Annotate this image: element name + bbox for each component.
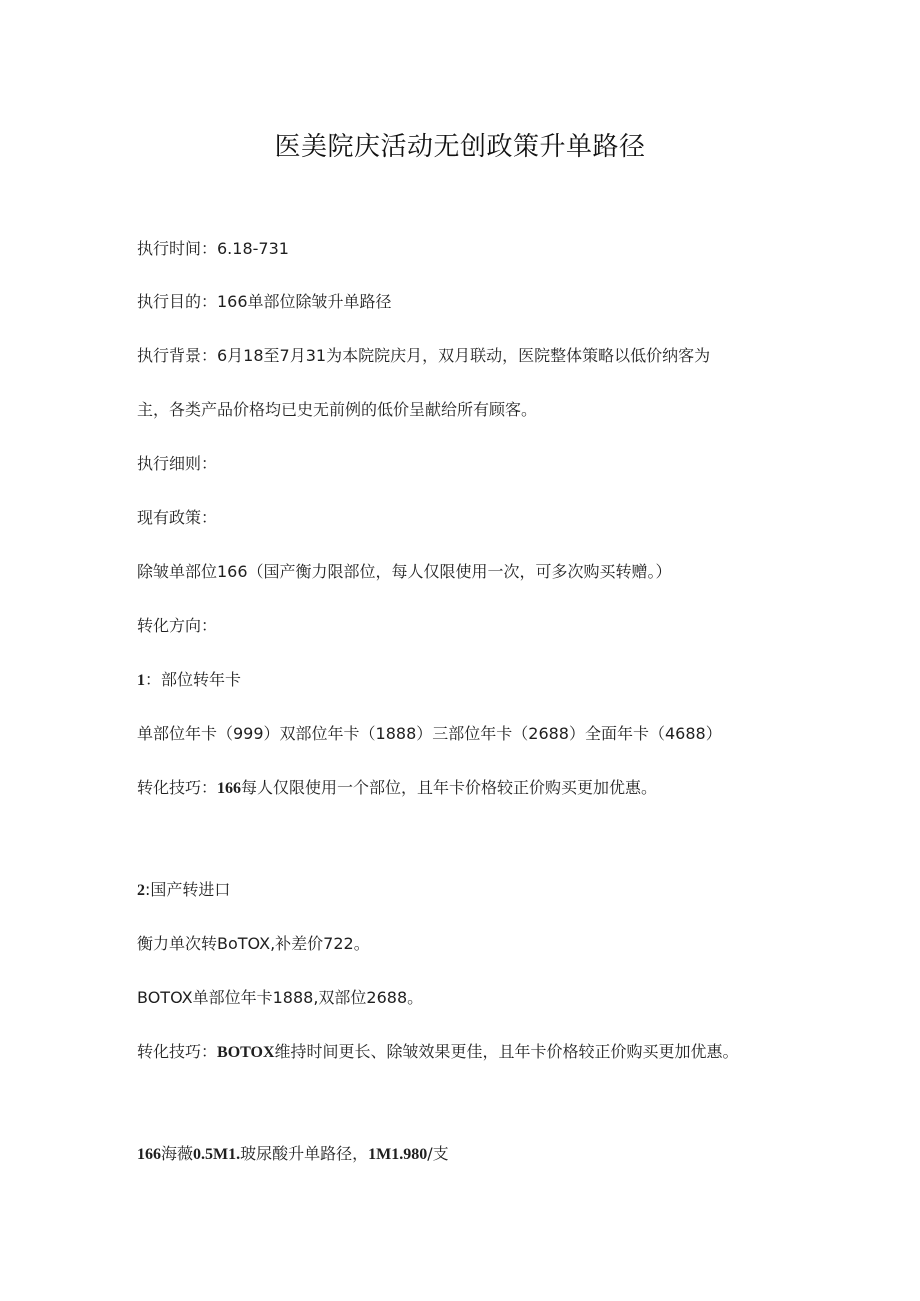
execution-time: 执行时间：6.18-731: [137, 239, 289, 258]
hengli-to-botox: 衡力单次转BoTOX,补差价722。: [137, 934, 370, 953]
annual-card-prices: 单部位年卡（999）双部位年卡（1888）三部位年卡（2688）全面年卡（4688）: [137, 724, 722, 743]
item-number: 1: [137, 672, 145, 689]
current-policy-text: 除皱单部位166（国产衡力限部位，每人仅限使用一次，可多次购买转赠。）: [137, 562, 672, 581]
price-per-unit: 1M1.980: [368, 1146, 428, 1163]
product-name: 海薇: [161, 1144, 194, 1163]
tip-number: 166: [217, 780, 242, 797]
tip-label: 转化技巧：: [137, 1042, 218, 1061]
tip-label: 转化技巧：: [137, 778, 218, 797]
execution-details-heading: 执行细则：: [137, 454, 218, 473]
volume: 0.5M1.: [193, 1146, 241, 1163]
conversion-item-2-heading: [137, 879, 230, 902]
tip-text: 每人仅限使用一个部位，且年卡价格较正价购买更加优惠。: [241, 778, 658, 797]
item-number: 2: [137, 882, 145, 899]
hyaluronic-upgrade-path: [137, 1143, 449, 1166]
execution-background-line-1: 执行背景：6月18至7月31为本院院庆月，双月联动，医院整体策略以低价纳客为: [137, 346, 711, 365]
tip-brand: BOTOX: [217, 1044, 275, 1061]
execution-background-line-2: 主，各类产品价格均已史无前例的低价呈献给所有顾客。: [137, 400, 538, 419]
path-text: 玻尿酸升单路径，: [240, 1144, 369, 1163]
current-policy-heading: 现有政策：: [137, 508, 218, 527]
item-title: ：部位转年卡: [145, 670, 242, 689]
item-title: :国产转进口: [145, 880, 231, 899]
document-title: 医美院庆活动无创政策升单路径: [274, 132, 646, 162]
execution-purpose: 执行目的：166单部位除皱升单路径: [137, 292, 392, 311]
conversion-item-1-heading: [137, 669, 241, 692]
conversion-tip-1: [137, 777, 657, 800]
price-number: 166: [137, 1146, 161, 1163]
tip-text: 维持时间更长、除皱效果更佳，且年卡价格较正价购买更加优惠。: [274, 1042, 739, 1061]
conversion-tip-2: [137, 1041, 739, 1064]
conversion-direction-heading: 转化方向：: [137, 616, 218, 635]
unit-text: /支: [427, 1144, 449, 1163]
botox-annual-card: BOTOX单部位年卡1888,双部位2688。: [137, 988, 424, 1007]
